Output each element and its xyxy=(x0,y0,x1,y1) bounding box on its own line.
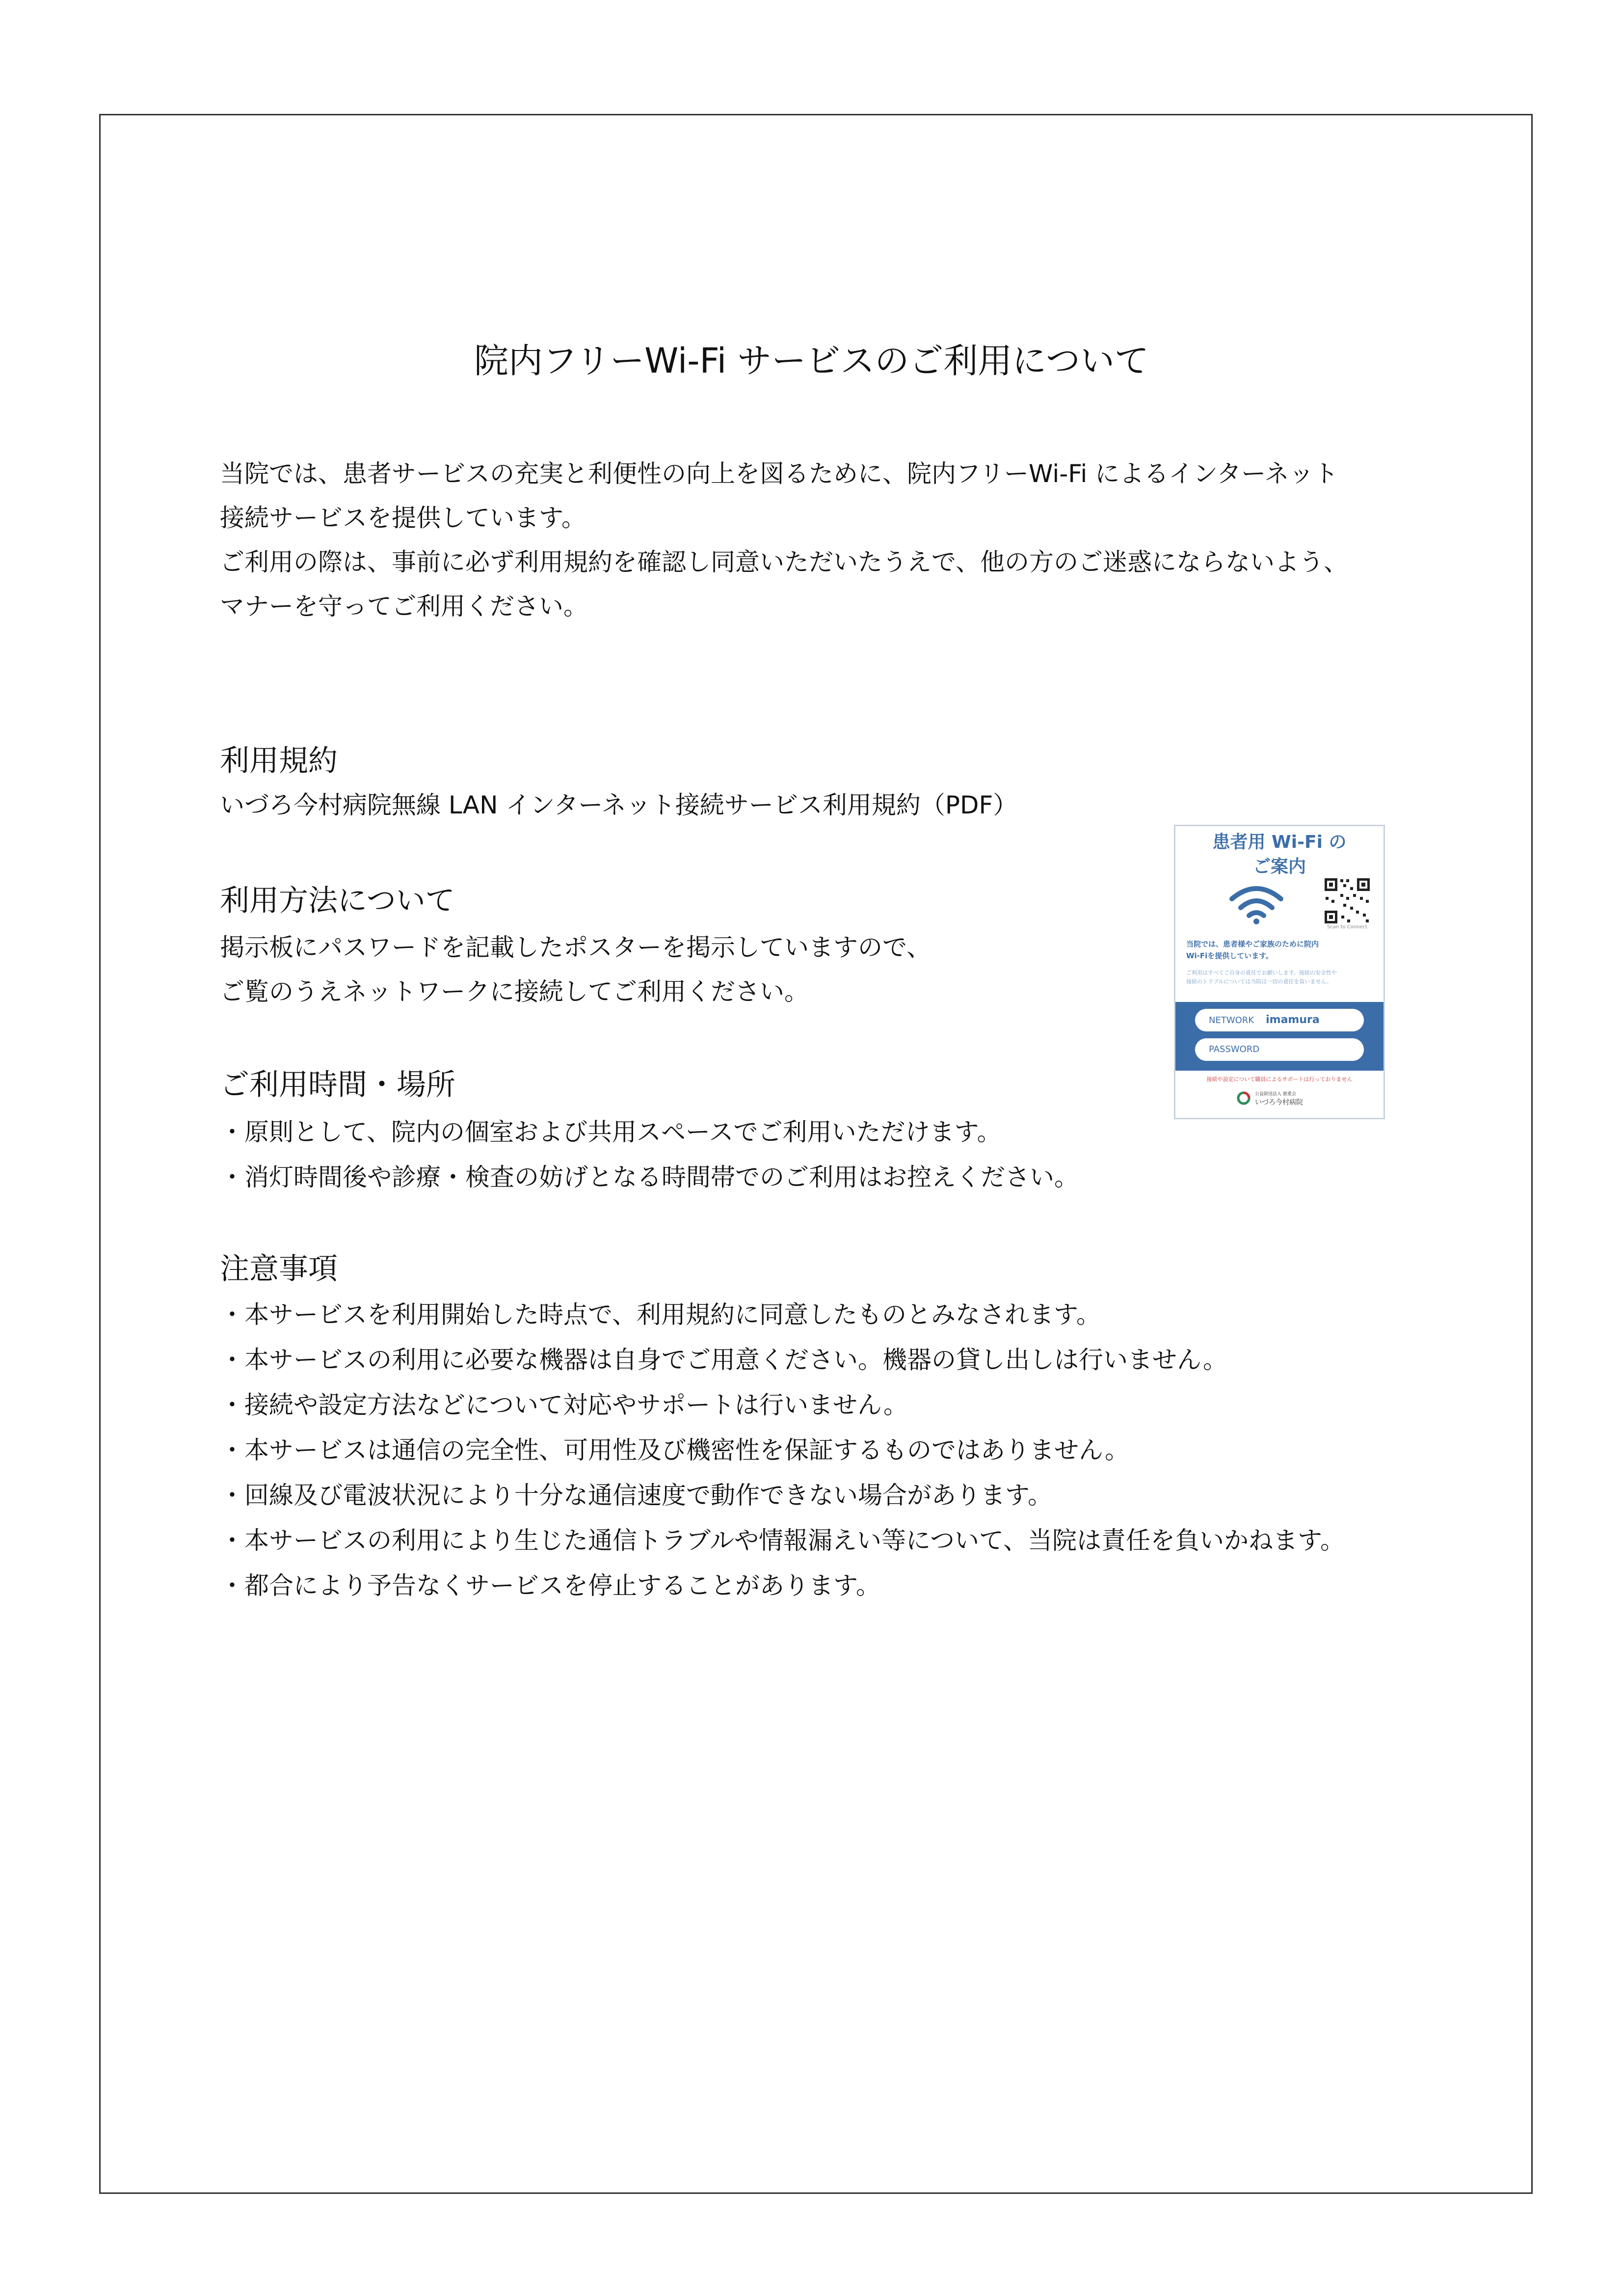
hours-heading: ご利用時間・場所 xyxy=(220,1068,455,1102)
poster-password-field xyxy=(1195,1038,1364,1061)
wifi-icon xyxy=(1227,881,1286,925)
poster-lead-line: Wi-Fiを提供しています。 xyxy=(1186,951,1274,960)
usage-line: 掲示板にパスワードを記載したポスターを掲示していますので、 xyxy=(220,933,931,962)
list-item: ・接続や設定方法などについて対応やサポートは行いません。 xyxy=(220,1391,908,1419)
poster-org-name: 公益財団法人 慈愛会 xyxy=(1255,1092,1296,1097)
poster-network-field xyxy=(1195,1009,1364,1031)
intro-text xyxy=(220,452,1348,628)
intro-line: 当院では、患者サービスの充実と利便性の向上を図るために、院内フリーWi-Fi によるインターネット xyxy=(220,459,1338,488)
qr-code-icon xyxy=(1324,877,1371,924)
intro-line: 接続サービスを提供しています。 xyxy=(220,504,586,532)
usage-text xyxy=(220,925,931,1014)
poster-footer-note: 接続や設定について職員によるサポートは行っておりません xyxy=(1206,1076,1353,1082)
intro-line: マナーを守ってご利用ください。 xyxy=(220,592,588,621)
network-value: imamura xyxy=(1266,1014,1320,1026)
intro-line: ご利用の際は、事前に必ず利用規約を確認し同意いただいたうえで、他の方のご迷惑にならないよう、 xyxy=(220,548,1348,576)
list-item: ・本サービスを利用開始した時点で、利用規約に同意したものとみなされます。 xyxy=(220,1300,1101,1329)
poster-subtitle: ご案内 xyxy=(1252,857,1306,877)
list-item: ・本サービスの利用により生じた通信トラブルや情報漏えい等について、当院は責任を負いかねます。 xyxy=(220,1526,1345,1555)
list-item: ・都合により予告なくサービスを停止することがあります。 xyxy=(220,1571,880,1600)
list-item: ・原則として、院内の個室および共用スペースでご利用いただけます。 xyxy=(220,1118,1002,1146)
poster-scan-text: Scan to Connect xyxy=(1327,924,1368,930)
list-item: ・本サービスの利用に必要な機器は自身でご用意ください。機器の貸し出しは行いません。 xyxy=(220,1346,1227,1374)
poster-title: 患者用 Wi-Fi の xyxy=(1212,832,1347,852)
notes-list xyxy=(220,1292,1345,1608)
wifi-poster-image xyxy=(1174,825,1385,1119)
notes-heading: 注意事項 xyxy=(220,1252,338,1286)
terms-heading: 利用規約 xyxy=(220,744,338,778)
list-item: ・消灯時間後や診療・検査の妨げとなる時間帯でのご利用はお控えください。 xyxy=(220,1163,1079,1191)
page-title: 院内フリーWi-Fi サービスのご利用について xyxy=(474,341,1149,381)
usage-heading: 利用方法について xyxy=(220,884,455,918)
poster-lead-line: 当院では、患者様やご家族のために院内 xyxy=(1186,940,1319,948)
network-label: NETWORK xyxy=(1209,1015,1254,1026)
hours-list xyxy=(220,1109,1079,1200)
hospital-logo-icon xyxy=(1237,1091,1251,1105)
poster-small-line: 接続のトラブルについては当院は一切の責任を負いません。 xyxy=(1186,978,1332,985)
poster-hospital-name: いづろ今村病院 xyxy=(1255,1099,1303,1107)
password-label: PASSWORD xyxy=(1209,1044,1260,1054)
usage-line: ご覧のうえネットワークに接続してご利用ください。 xyxy=(220,977,809,1006)
terms-pdf-link[interactable]: いづろ今村病院無線 LAN インターネット接続サービス利用規約（PDF） xyxy=(220,791,1018,819)
list-item: ・回線及び電波状況により十分な通信速度で動作できない場合があります。 xyxy=(220,1481,1052,1510)
list-item: ・本サービスは通信の完全性、可用性及び機密性を保証するものではありません。 xyxy=(220,1436,1129,1464)
poster-small-line: ご利用はすべてご自身の責任でお願いします。接続の安全性や xyxy=(1186,970,1337,976)
